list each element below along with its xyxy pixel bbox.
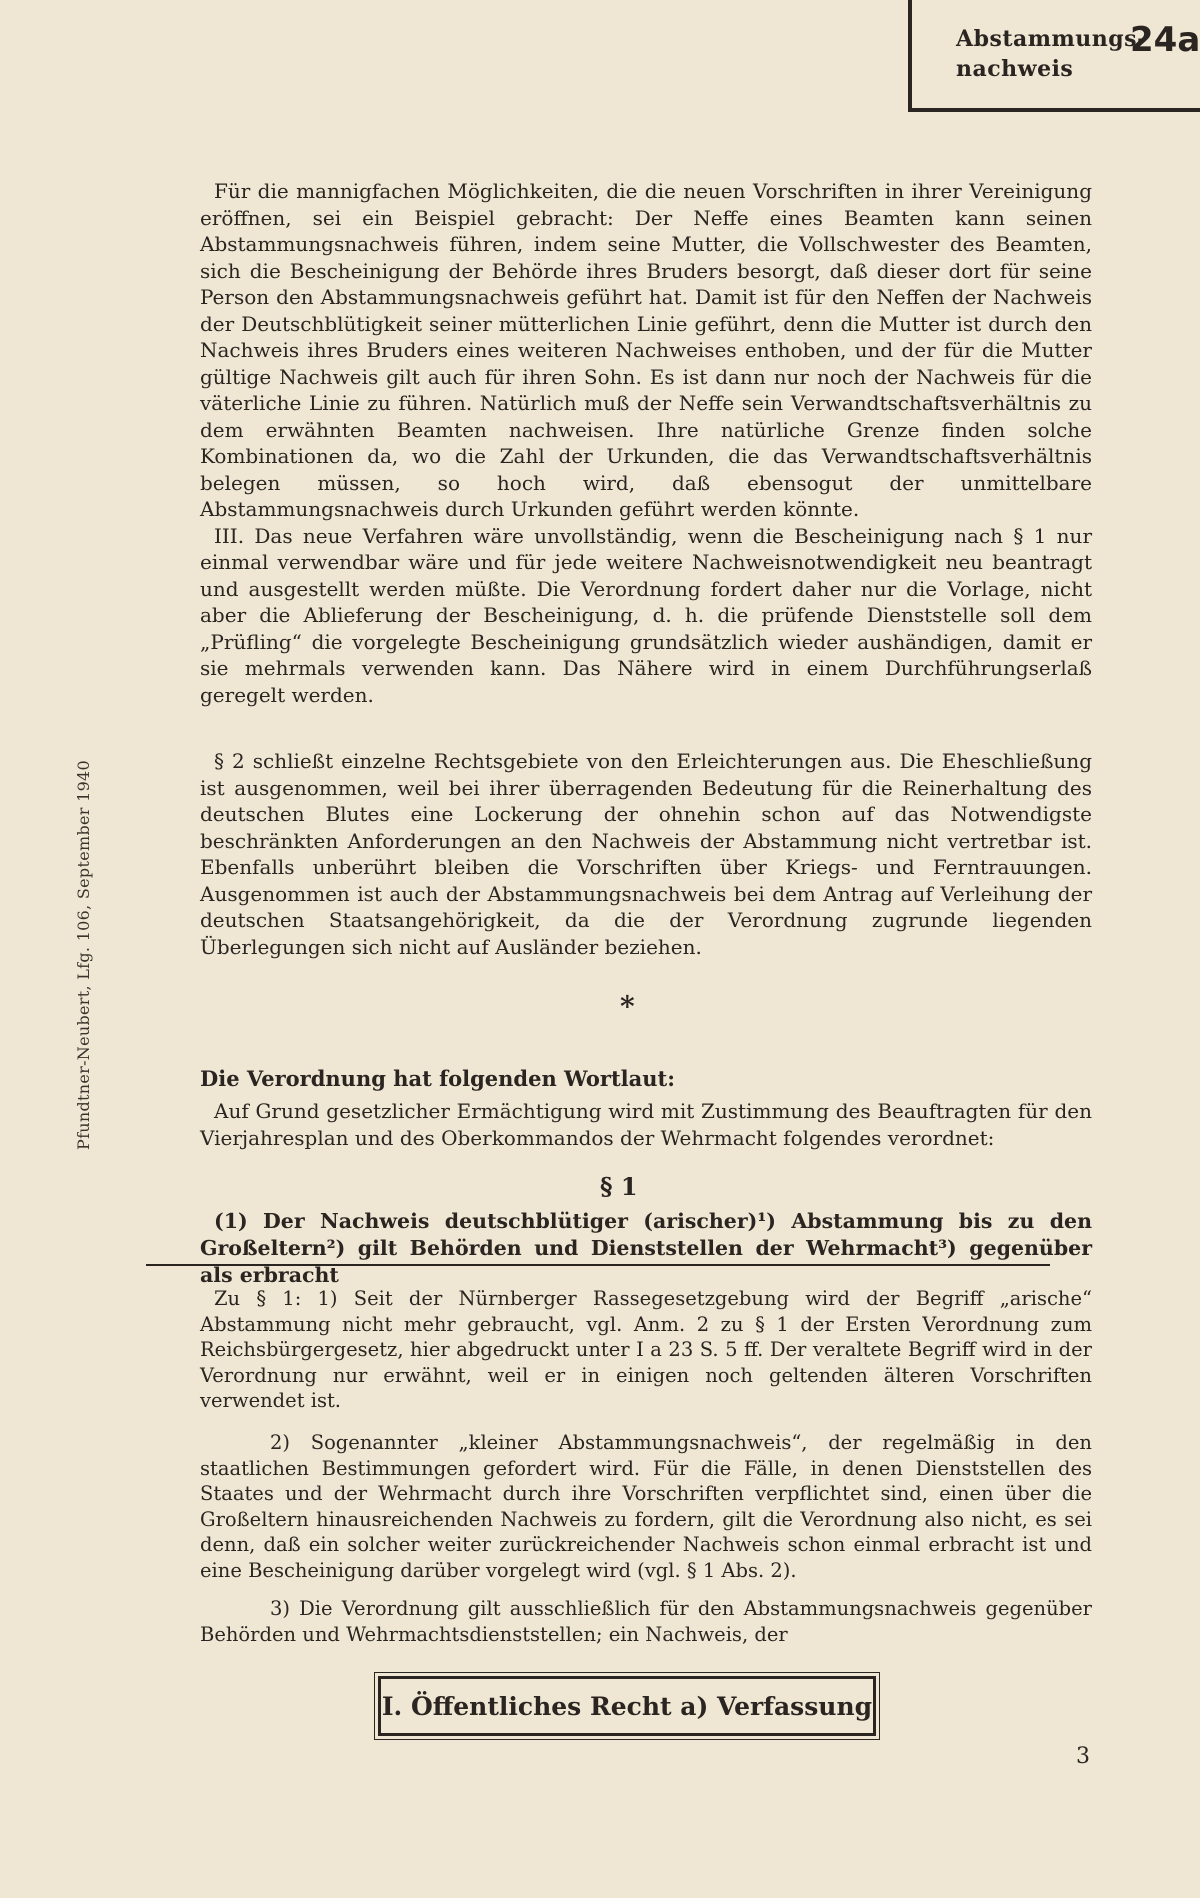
page-number: 3 — [1076, 1744, 1090, 1769]
header-number: 24a — [1130, 20, 1200, 60]
divider-rule — [146, 1264, 1050, 1266]
separator-asterisk: * — [620, 990, 635, 1023]
side-note: Pfundtner-Neubert, Lfg. 106, September 1940 — [74, 759, 93, 1150]
paragraph-text: 2) Sogenannter „kleiner Abstammungsnachweis“, der regelmäßig in den staatlichen Bestimmungen gefordert wird. Für die Fälle, in denen Dienststellen des Staates und der Wehrmacht durch ihre Vorschriften verpflichtet sind, einen über die Großeltern hinausreichenden Nachweis zu fordern, gilt die Verordnung also nicht, es sei denn, daß ein solcher weiter zurückreichender Nachweis schon einmal erbracht ist und eine Bescheinigung darüber vorgelegt wird (vgl. § 1 Abs. 2). — [200, 1431, 1092, 1582]
section-1-text — [200, 1208, 1092, 1289]
header-title: Abstammungs-nachweis — [956, 26, 1147, 82]
header-box — [908, 0, 1200, 112]
paragraph-text: Zu § 1: 1) Seit der Nürnberger Rassegesetzgebung wird der Begriff „arische“ Abstammung nicht mehr gebraucht, vgl. Anm. 2 zu § 1 der Ersten Verordnung zum Reichsbürgergesetz, hier abgedruckt unter I a 23 S. 5 ff. Der veraltete Begriff wird in der Verordnung nur erwähnt, weil er in einigen noch geltenden älteren Vorschriften verwendet ist. — [200, 1287, 1092, 1412]
paragraph-text: 3) Die Verordnung gilt ausschließlich für den Abstammungsnachweis gegenüber Behörden und Wehrmachtsdienststellen; ein Nachweis, der — [200, 1597, 1092, 1646]
paragraph-text: § 2 schließt einzelne Rechtsgebiete von den Erleichterungen aus. Die Eheschließung ist ausgenommen, weil bei ihrer überragenden Bedeutung für die Reinerhaltung des deutschen Blutes eine Lockerung der ohnehin schon auf das Notwendigste beschränkten Anforderungen an den Nachweis der Abstammung nicht vertretbar ist. Ebenfalls unberührt bleiben die Vorschriften über Kriegs- und Ferntrauungen. Ausgenommen ist auch der Abstammungsnachweis bei dem Antrag auf Verleihung der deutschen Staatsangehörigkeit, da die der Verordnung zugrunde liegenden Überlegungen sich nicht auf Ausländer beziehen. — [200, 749, 1092, 959]
footnote-2 — [200, 1430, 1092, 1583]
body-paragraph-2 — [200, 748, 1092, 960]
section-footer-box: I. Öffentliches Recht a) Verfassung — [378, 1676, 876, 1736]
ordinance-intro — [200, 1098, 1092, 1151]
paragraph-text: (1) Der Nachweis deutschblütiger (arischer)¹) Abstammung bis zu den Großeltern²) gilt Behörden und Dienststellen der Wehrmacht³) gegenüber als erbracht — [200, 1209, 1092, 1287]
footnote-1 — [200, 1286, 1092, 1414]
paragraph-text: Für die mannigfachen Möglichkeiten, die die neuen Vorschriften in ihrer Vereinigung eröffnen, sei ein Beispiel gebracht: Der Neffe eines Beamten kann seinen Abstammungsnachweis führen, indem seine Mutter, die Vollschwester des Beamten, sich die Bescheinigung der Behörde ihres Bruders besorgt, daß dieser dort für seine Person den Abstammungsnachweis geführt hat. Damit ist für den Neffen der Nachweis der Deutschblütigkeit seiner mütterlichen Linie geführt, denn die Mutter ist durch den Nachweis ihres Bruders eines weiteren Nachweises enthoben, und der für die Mutter gültige Nachweis gilt auch für ihren Sohn. Es ist dann nur noch der Nachweis für die väterliche Linie zu führen. Natürlich muß der Neffe sein Verwandtschaftsverhältnis zu dem erwähnten Beamten nachweisen. Ihre natürliche Grenze finden solche Kombinationen da, wo die Zahl der Urkunden, die das Verwandtschaftsverhältnis belegen müssen, so hoch wird, daß ebensogut der unmittelbare Abstammungsnachweis durch Urkunden geführt werden könnte. — [200, 179, 1092, 521]
paragraph-text: III. Das neue Verfahren wäre unvollständig, wenn die Bescheinigung nach § 1 nur einmal verwendbar wäre und für jede weitere Nachweisnotwendigkeit neu beantragt und ausgestellt werden müßte. Die Verordnung fordert daher nur die Vorlage, nicht aber die Ablieferung der Bescheinigung, d. h. die prüfende Dienststelle soll dem „Prüfling“ die vorgelegte Bescheinigung grundsätzlich wieder aushändigen, damit er sie mehrmals verwenden kann. Das Nähere wird in einem Durchführungserlaß geregelt werden. — [200, 523, 1092, 707]
footnote-3 — [200, 1596, 1092, 1647]
body-paragraph-1 — [200, 178, 1092, 708]
paragraph-text: Auf Grund gesetzlicher Ermächtigung wird mit Zustimmung des Beauftragten für den Vierjahresplan und des Oberkommandos der Wehrmacht folgendes verordnet: — [200, 1099, 1092, 1150]
section-sign: § 1 — [600, 1172, 638, 1201]
wording-heading: Die Verordnung hat folgenden Wortlaut: — [200, 1066, 675, 1091]
